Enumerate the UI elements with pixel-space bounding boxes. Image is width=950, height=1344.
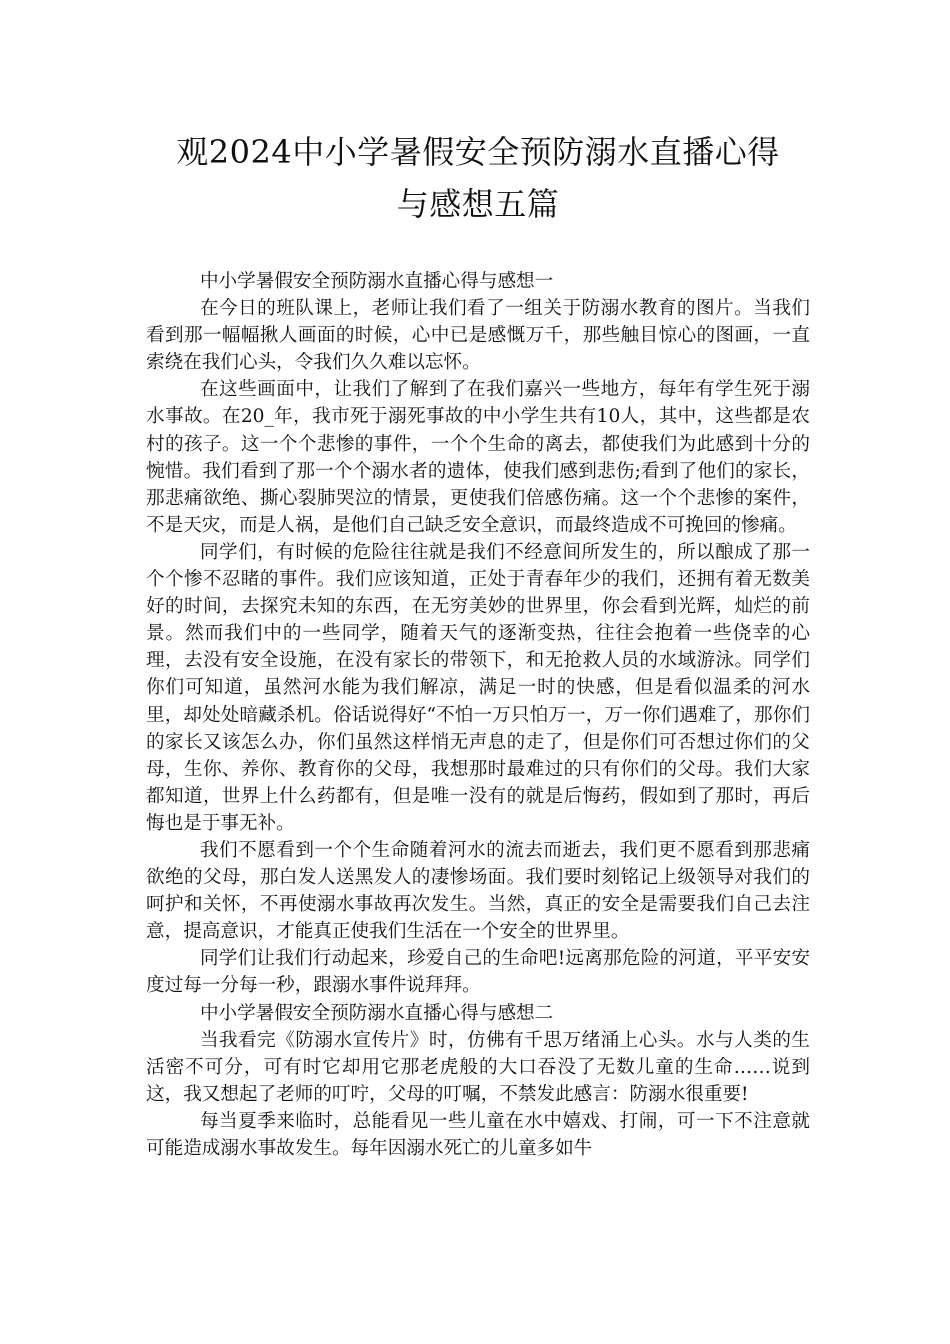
paragraph: 当我看完《防溺水宣传片》时，仿佛有千思万绪涌上心头。水与人类的生活密不可分，可有时它却用它那老虎般的大口吞没了无数儿童的生命……说到这，我又想起了老师的叮咛，父母的叮嘱，不禁发此感言：防溺水很重要! <box>146 1029 810 1105</box>
section-heading-1: 中小学暑假安全预防溺水直播心得与感想一 <box>199 271 554 292</box>
document-page <box>146 126 810 1162</box>
paragraph: 同学们让我们行动起来，珍爱自己的生命吧!远离那危险的河道，平平安安度过每一分每一秒，跟溺水事件说拜拜。 <box>146 948 810 997</box>
document-body <box>146 268 810 1162</box>
paragraph: 在这些画面中，让我们了解到了在我们嘉兴一些地方，每年有学生死于溺水事故。在20_年，我市死于溺死事故的中小学生共有10人，其中，这些都是农村的孩子。这一个个悲惨的事件，一个个生命的离去，都使我们为此感到十分的惋惜。我们看到了那一个个溺水者的遗体，使我们感到悲伤;看到了他们的家长，那悲痛欲绝、撕心裂肺哭泣的情景，更使我们倍感伤痛。这一个个悲惨的案件，不是天灾，而是人祸，是他们自己缺乏安全意识，而最终造成不可挽回的惨痛。 <box>146 379 810 536</box>
document-title <box>146 126 810 230</box>
paragraph: 每当夏季来临时，总能看见一些儿童在水中嬉戏、打闹，可一下不注意就可能造成溺水事故发生。每年因溺水死亡的儿童多如牛 <box>146 1110 810 1159</box>
paragraph: 在今日的班队课上，老师让我们看了一组关于防溺水教育的图片。当我们看到那一幅幅揪人画面的时候，心中已是感慨万千，那些触目惊心的图画，一直索绕在我们心头，令我们久久难以忘怀。 <box>146 298 810 374</box>
section-heading-2: 中小学暑假安全预防溺水直播心得与感想二 <box>199 1002 554 1024</box>
title-line-2: 与感想五篇 <box>396 185 560 223</box>
title-line-1: 观2024中小学暑假安全预防溺水直播心得 <box>176 133 780 171</box>
paragraph: 同学们，有时候的危险往往就是我们不经意间所发生的，所以酿成了那一个个惨不忍睹的事件。我们应该知道，正处于青春年少的我们，还拥有着无数美好的时间，去探究未知的东西，在无穷美妙的世界里，你会看到光辉，灿烂的前景。然而我们中的一些同学，随着天气的逐渐变热，往往会抱着一些侥幸的心理，去没有安全设施，在没有家长的带领下，和无抢救人员的水域游泳。同学们你们可知道，虽然河水能为我们解凉，满足一时的快感，但是看似温柔的河水里，却处处暗藏杀机。俗话说得好“不怕一万只怕万一，万一你们遇难了，那你们的家长又该怎么办，你们虽然这样悄无声息的走了，但是你们可否想过你们的父母，生你、养你、教育你的父母，我想那时最难过的只有你们的父母。我们大家都知道，世界上什么药都有，但是唯一没有的就是后悔药，假如到了那时，再后悔也是于事无补。 <box>146 541 810 834</box>
paragraph: 我们不愿看到一个个生命随着河水的流去而逝去，我们更不愿看到那悲痛欲绝的父母，那白发人送黑发人的凄惨场面。我们要时刻铭记上级领导对我们的呵护和关怀，不再使溺水事故再次发生。当然，真正的安全是需要我们自己去注意，提高意识，才能真正使我们生活在一个安全的世界里。 <box>146 839 810 943</box>
